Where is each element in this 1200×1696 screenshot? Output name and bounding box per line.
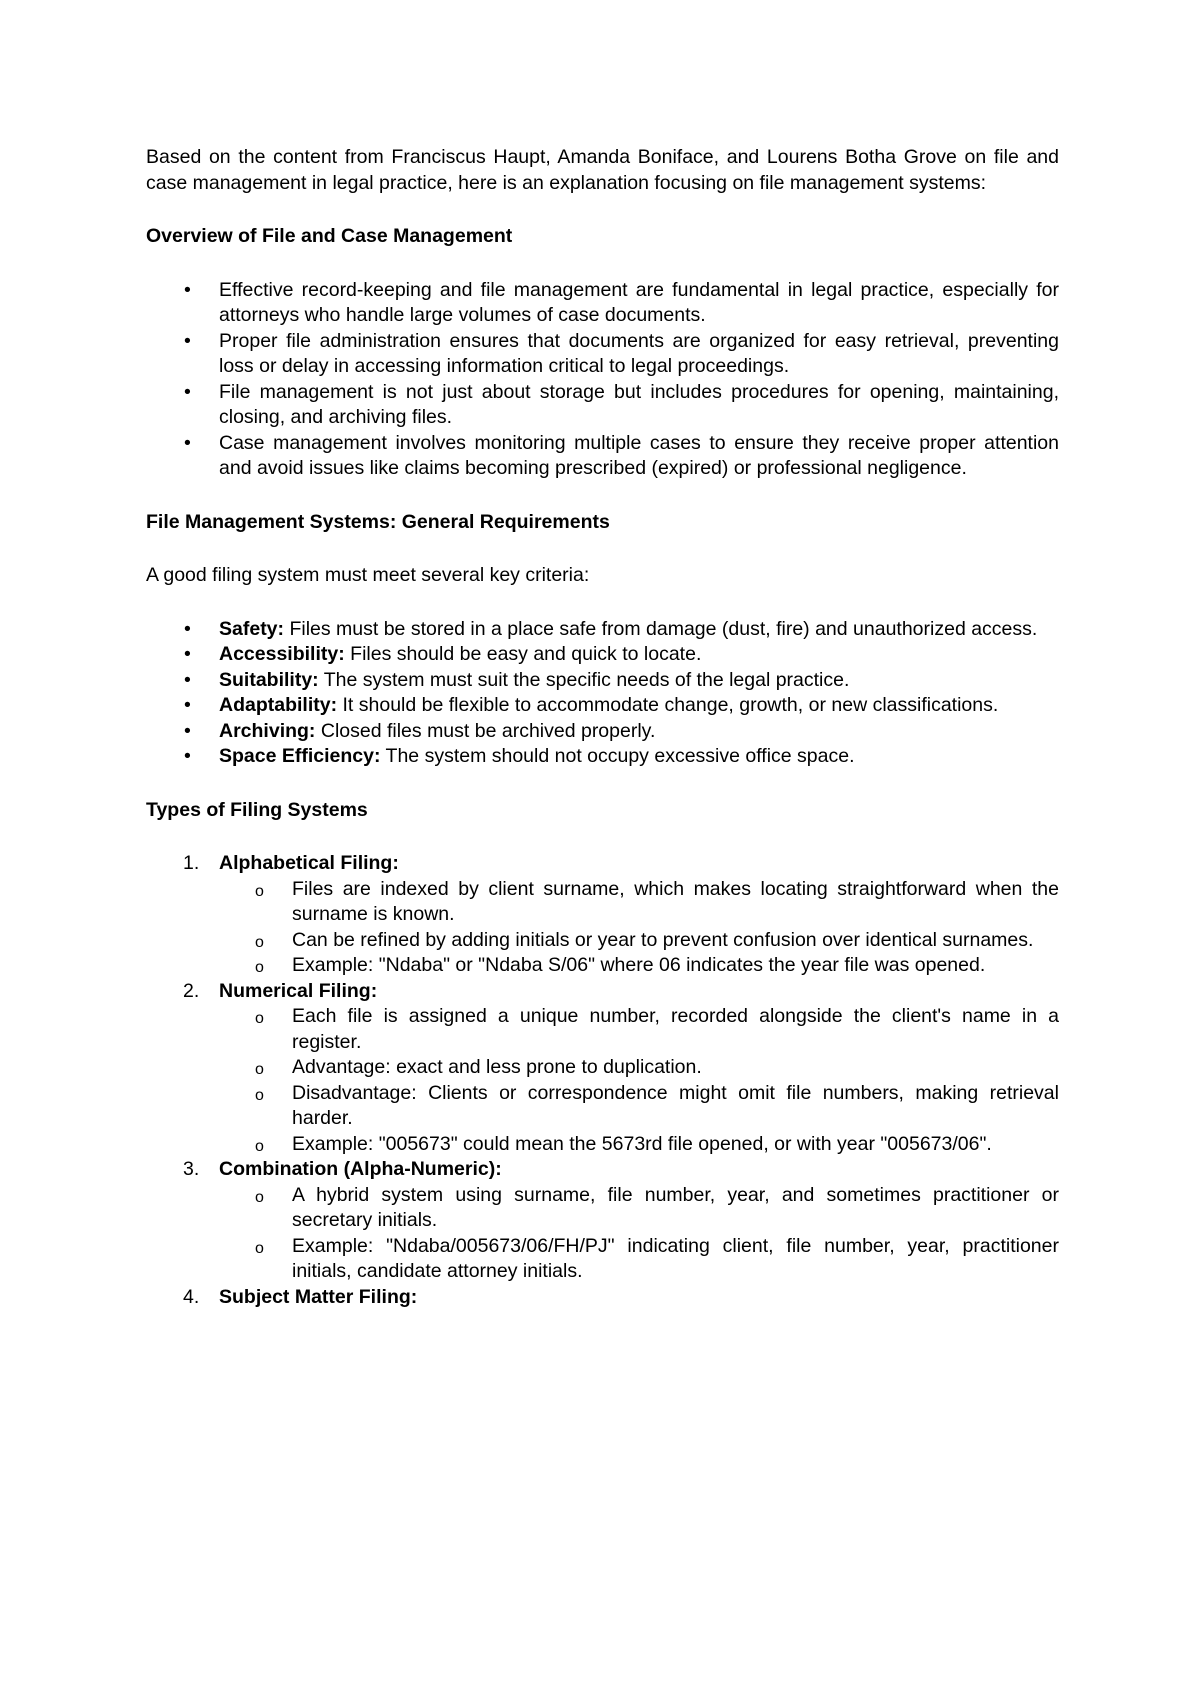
filing-type-point	[219, 928, 1059, 954]
filing-type-point	[219, 877, 1059, 928]
point-text: Disadvantage: Clients or correspondence might omit file numbers, making retrieval harder.	[292, 1081, 1059, 1129]
filing-type-point	[219, 1081, 1059, 1132]
filing-type-point	[219, 1004, 1059, 1055]
filing-type-title: Alphabetical Filing:	[219, 852, 399, 874]
filing-type-title: Subject Matter Filing:	[219, 1285, 418, 1308]
requirement-term: Safety:	[219, 617, 285, 640]
list-number: 4.	[183, 1285, 200, 1308]
bullet-icon: •	[184, 617, 191, 640]
point-text: A hybrid system using surname, file number, year, and sometimes practitioner or secretary initials.	[292, 1183, 1059, 1231]
filing-type-item	[146, 1285, 1059, 1311]
circle-bullet-icon: o	[255, 1137, 264, 1155]
requirement-item: • Space Efficiency: The system should not occupy excessive office space.	[146, 744, 1059, 770]
requirement-item: • Safety: Files must be stored in a place safe from damage (dust, fire) and unauthorized access.	[146, 617, 1059, 643]
bullet-icon: •	[184, 278, 191, 301]
requirement-term: Space Efficiency:	[219, 745, 381, 767]
bullet-icon: •	[184, 380, 191, 403]
filing-type-point	[219, 1183, 1059, 1234]
point-text: Files are indexed by client surname, which makes locating straightforward when the surname is known.	[292, 877, 1059, 925]
circle-bullet-icon: o	[255, 1188, 264, 1206]
bullet-icon: •	[184, 719, 191, 742]
document-page	[146, 145, 1059, 1310]
overview-item: • Proper file administration ensures that documents are organized for easy retrieval, preventing loss or delay in accessing information critical to legal proceedings.	[184, 329, 1059, 377]
types-list	[146, 851, 1059, 1310]
filing-type-points	[219, 1004, 1059, 1157]
overview-item: • File management is not just about storage but includes procedures for opening, maintaining, closing, and archiving files.	[184, 380, 1059, 428]
filing-type-item	[146, 979, 1059, 1158]
requirement-term: Suitability:	[219, 668, 319, 691]
bullet-icon: •	[184, 694, 191, 716]
bullet-icon: •	[184, 329, 191, 352]
bullet-icon: •	[184, 643, 191, 665]
bullet-icon: •	[184, 431, 191, 454]
bullet-icon: •	[184, 745, 191, 767]
point-text: Each file is assigned a unique number, recorded alongside the client's name in a register.	[292, 1005, 1059, 1053]
point-text: Example: "Ndaba/005673/06/FH/PJ" indicating client, file number, year, practitioner initials, candidate attorney initials.	[292, 1234, 1059, 1282]
point-text: Can be refined by adding initials or year to prevent confusion over identical surnames.	[292, 928, 1034, 951]
filing-type-point	[219, 953, 1059, 979]
requirement-term: Adaptability:	[219, 694, 338, 716]
list-number: 2.	[183, 979, 200, 1002]
circle-bullet-icon: o	[255, 933, 264, 951]
circle-bullet-icon: o	[255, 1061, 264, 1078]
requirement-term: Accessibility:	[219, 643, 345, 665]
overview-item: • Effective record-keeping and file management are fundamental in legal practice, especially for attorneys who handle large volumes of case documents.	[184, 278, 1059, 326]
circle-bullet-icon: o	[255, 882, 264, 900]
filing-type-point	[219, 1055, 1059, 1081]
bullet-icon: •	[184, 668, 191, 691]
overview-list	[146, 278, 1059, 482]
circle-bullet-icon: o	[255, 1010, 264, 1027]
intro-paragraph: Based on the content from Franciscus Haupt, Amanda Boniface, and Lourens Botha Grove on file and case management in legal practice, here is an explanation focusing on file management systems:	[146, 146, 1059, 194]
circle-bullet-icon: o	[255, 1239, 264, 1257]
filing-type-item	[146, 1157, 1059, 1285]
list-number: 1.	[183, 852, 200, 874]
point-text: Advantage: exact and less prone to duplication.	[292, 1056, 702, 1078]
requirement-item: • Archiving: Closed files must be archived properly.	[146, 719, 1059, 745]
list-number: 3.	[183, 1158, 200, 1180]
filing-type-point	[219, 1234, 1059, 1285]
requirements-list	[146, 617, 1059, 770]
requirement-term: Archiving:	[219, 719, 316, 742]
requirements-heading: File Management Systems: General Requirements	[146, 510, 610, 533]
circle-bullet-icon: o	[255, 959, 264, 976]
point-text: Example: "Ndaba" or "Ndaba S/06" where 06 indicates the year file was opened.	[292, 954, 986, 976]
filing-type-title: Combination (Alpha-Numeric):	[219, 1158, 502, 1180]
filing-type-point	[219, 1132, 1059, 1158]
overview-item: • Case management involves monitoring multiple cases to ensure they receive proper attention and avoid issues like claims becoming prescribed (expired) or professional negligence.	[184, 431, 1059, 479]
requirement-item: • Suitability: The system must suit the specific needs of the legal practice.	[146, 668, 1059, 694]
requirements-lead: A good filing system must meet several key criteria:	[146, 564, 590, 586]
filing-type-title: Numerical Filing:	[219, 979, 378, 1002]
filing-type-points	[219, 1183, 1059, 1285]
circle-bullet-icon: o	[255, 1086, 264, 1104]
filing-type-points	[219, 877, 1059, 979]
requirement-item: • Accessibility: Files should be easy and quick to locate.	[146, 642, 1059, 668]
overview-heading: Overview of File and Case Management	[146, 225, 513, 247]
filing-type-item	[146, 851, 1059, 979]
requirement-item: • Adaptability: It should be flexible to accommodate change, growth, or new classifications.	[146, 693, 1059, 719]
types-heading: Types of Filing Systems	[146, 798, 368, 821]
point-text: Example: "005673" could mean the 5673rd file opened, or with year "005673/06".	[292, 1132, 992, 1155]
